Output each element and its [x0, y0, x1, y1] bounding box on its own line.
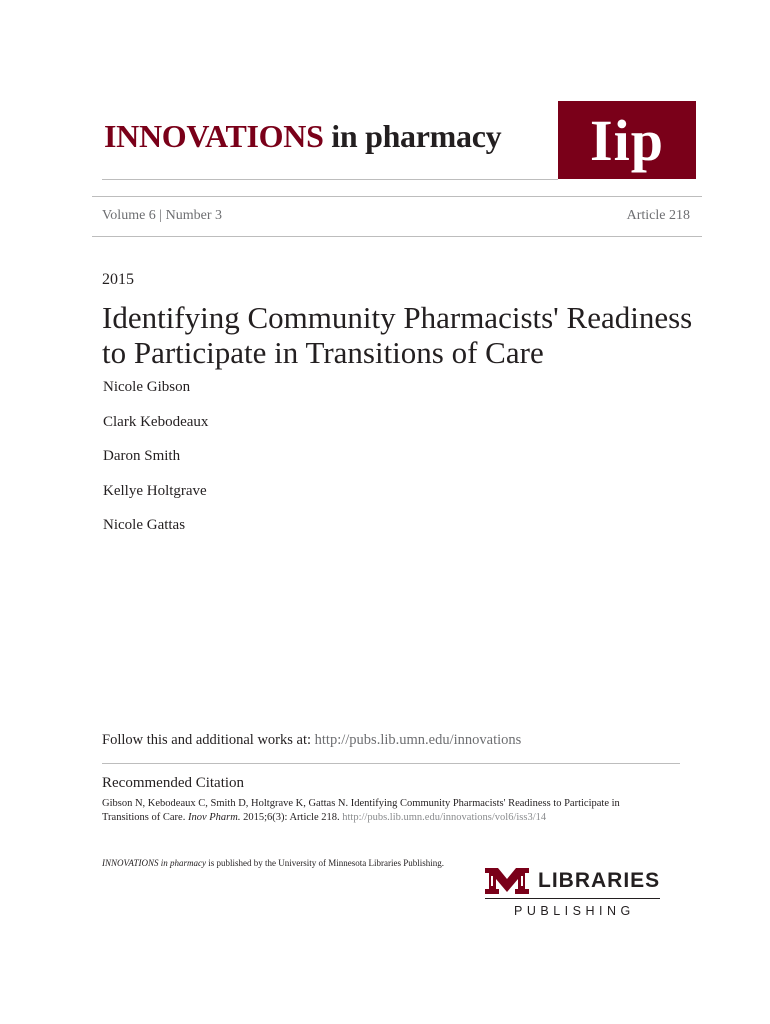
author-name: Clark Kebodeaux [103, 414, 209, 430]
author-name: Nicole Gattas [103, 517, 186, 533]
volume-number: Volume 6 | Number 3 [102, 208, 222, 223]
follow-label: Follow this and additional works at: [102, 732, 315, 748]
publication-year: 2015 [102, 271, 134, 288]
article-title: Identifying Community Pharmacists' Readiness to Participate in Transitions of Care [102, 300, 693, 370]
publisher-note [102, 858, 444, 868]
citation-text-rest: 2015;6(3): Article 218. [240, 812, 343, 823]
publishing-wordmark: PUBLISHING [514, 904, 635, 918]
issue-bar-top-rule [92, 196, 702, 197]
citation-text: Gibson N, Kebodeaux C, Smith D, Holtgrave K, Gattas N. Identifying Community Pharmacists' Readiness to Participate in Transitions of Care. [102, 798, 620, 823]
article-number: Article 218 [626, 208, 690, 223]
author-name: Daron Smith [103, 448, 181, 464]
citation-rule [102, 763, 680, 764]
masthead-title-highlight: INNOVATIONS [104, 118, 324, 154]
follow-link[interactable]: http://pubs.lib.umn.edu/innovations [314, 732, 522, 748]
journal-masthead-title [104, 118, 501, 155]
recommended-citation-heading: Recommended Citation [102, 775, 245, 791]
citation-journal: Inov Pharm. [187, 812, 241, 823]
author-name: Kellye Holtgrave [103, 483, 207, 499]
issue-bar-bottom-rule [92, 236, 702, 237]
recommended-citation [102, 797, 642, 825]
follow-line [102, 732, 521, 749]
minnesota-m-logo-icon [485, 868, 529, 894]
masthead-rule [102, 179, 558, 180]
publisher-note-text: is published by the University of Minnesota Libraries Publishing. [206, 858, 444, 868]
libraries-wordmark: LIBRARIES [538, 869, 661, 892]
journal-logo: Iip [558, 101, 696, 179]
publisher-note-journal: INNOVATIONS in pharmacy [102, 858, 206, 868]
masthead-title-rest: in pharmacy [323, 118, 502, 154]
author-name: Nicole Gibson [103, 379, 191, 395]
publisher-logo-rule [485, 898, 660, 899]
citation-link[interactable]: http://pubs.lib.umn.edu/innovations/vol6/iss3/14 [342, 812, 547, 823]
